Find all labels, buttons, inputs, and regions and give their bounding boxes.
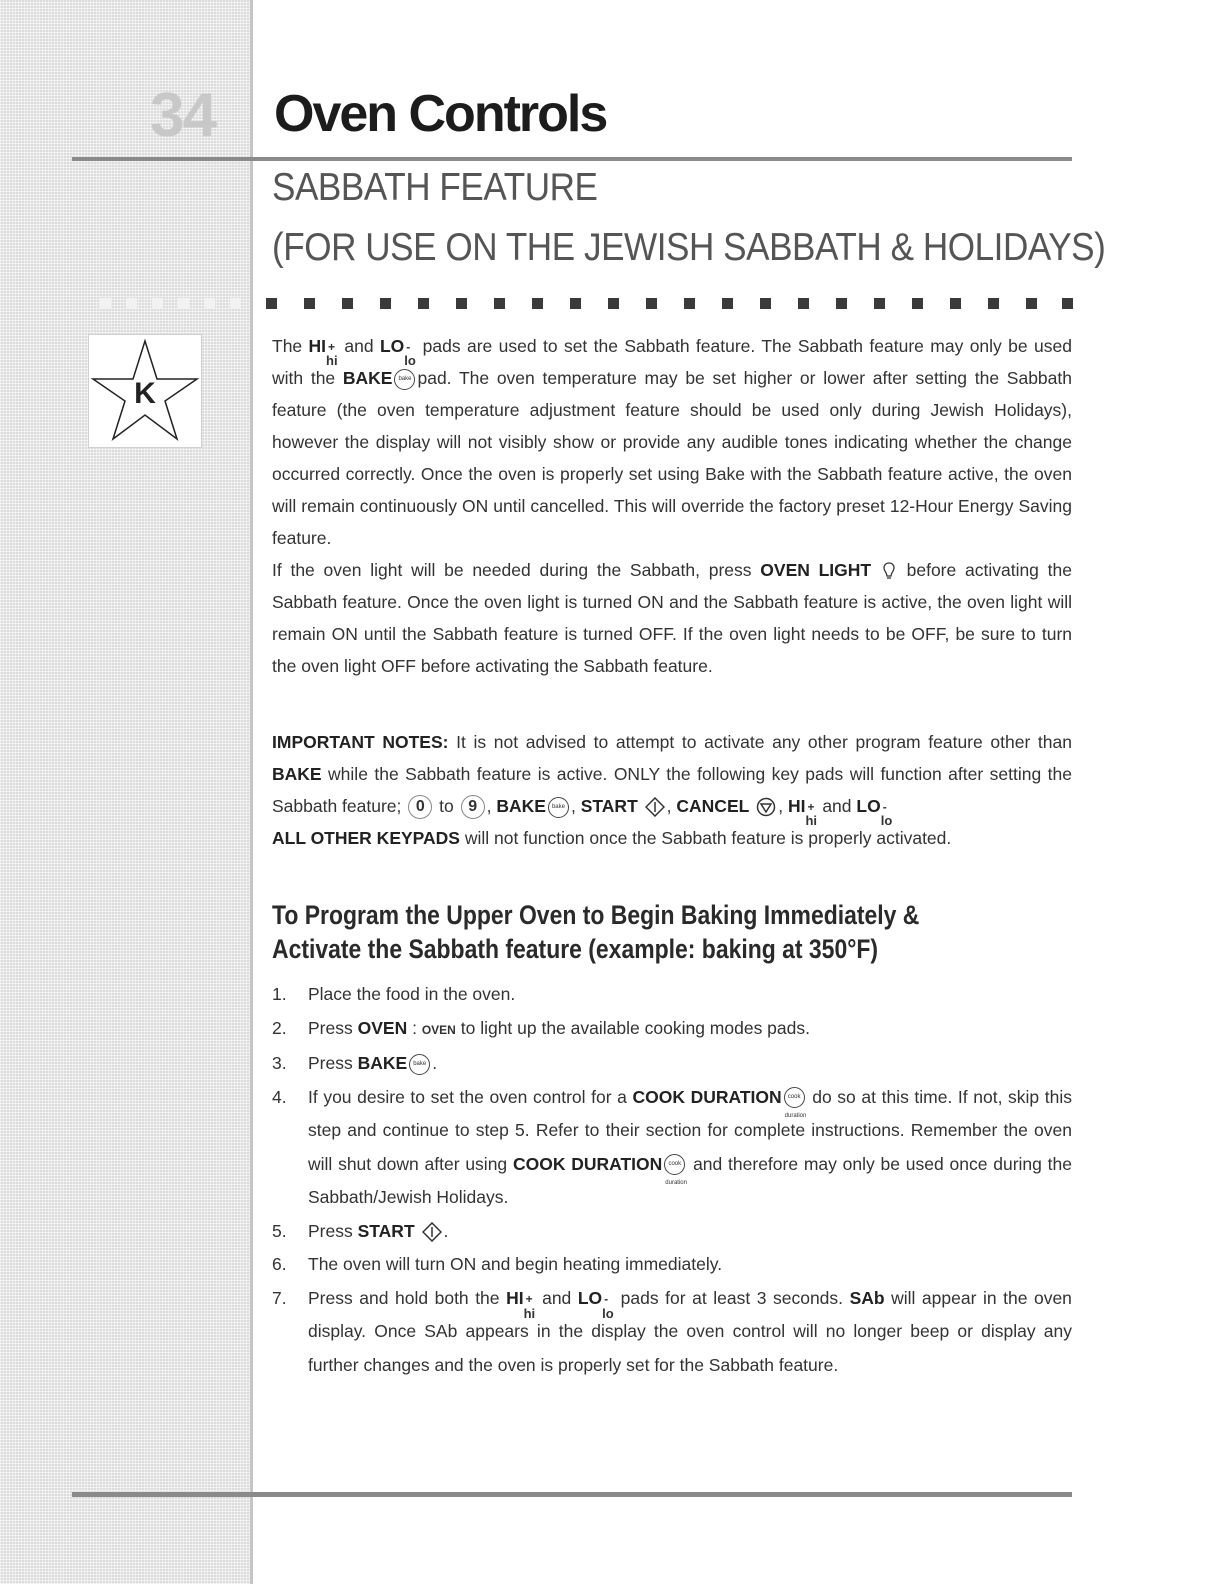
hi-pad-icon: + hi: [523, 1291, 536, 1321]
start-icon: [422, 1222, 442, 1242]
list-item: 3. Press BAKE bake .: [272, 1053, 438, 1073]
bake-pad-icon: bake: [409, 1054, 430, 1075]
bake-pad-icon: bake: [394, 369, 415, 390]
sidebar-edge: [250, 0, 253, 1584]
list-item: 2. Press OVEN : OVEN to light up the available cooking modes pads.: [272, 1017, 810, 1038]
intro-paragraph-2: If the oven light will be needed during the Sabbath, press OVEN LIGHT before activating the Sabbath feature. Once the oven light is turned ON and the Sabbath feature is active, the oven light will remain ON until the Sabbath feature is turned OFF. If the oven light needs to be OFF, be sure to turn the oven light OFF before activating the Sabbath feature.: [272, 560, 1072, 676]
program-steps: [272, 978, 1072, 1382]
list-item: 5. Press START .: [272, 1220, 449, 1241]
list-item: 7. Press and hold both the HI + hi and LO - lo pads for at least 3 seconds. SAb will appear in the oven display. Once SAb appears in the display the oven control will no longer beep or display any further changes and the oven is properly set for the Sabbath feature.: [272, 1287, 1072, 1375]
lo-pad-icon: - lo: [880, 800, 893, 829]
intro-text: [272, 330, 1072, 682]
list-item: 1. Place the food in the oven.: [272, 984, 516, 1004]
cook-duration-pad-icon: cook duration: [664, 1154, 685, 1175]
lo-pad-icon: - lo: [404, 340, 416, 369]
bake-pad-icon: bake: [548, 797, 569, 818]
list-item: 4. If you desire to set the oven control for a COOK DURATION cook duration do so at this time. If not, skip this step and continue to step 5. Refer to their section for complete instructions. Remember the oven will shut down after using COOK DURATION cook duration and therefore may only be used once during the Sabbath/Jewish Holidays.: [272, 1086, 1072, 1207]
star-icon: [89, 335, 201, 447]
start-icon: [645, 797, 665, 817]
hi-pad-icon: + hi: [805, 800, 817, 829]
page-number: 34: [150, 81, 215, 150]
badge-letter: K: [134, 377, 156, 410]
cook-duration-pad-icon: cook duration: [784, 1087, 805, 1108]
light-bulb-icon: [882, 561, 896, 581]
sidebar-texture: [0, 0, 252, 1584]
program-heading: To Program the Upper Oven to Begin Baking Immediately & Activate the Sabbath feature (example: baking at 350°F): [272, 900, 920, 964]
header-rule: [72, 157, 1072, 161]
pad-0-icon: 0: [408, 795, 432, 819]
pad-9-icon: 9: [461, 795, 485, 819]
cancel-icon: [756, 797, 776, 817]
page-title: Oven Controls: [274, 85, 607, 143]
footer-rule: [72, 1492, 1072, 1497]
hi-pad-icon: + hi: [326, 340, 338, 369]
intro-paragraph-1: The HI + hi and LO - lo pads are used to set the Sabbath feature. The Sabbath feature may only be used with the BAKE bake pad. The oven temperature may be set higher or lower after setting the Sabbath feature (the oven temperature adjustment feature should be used only during Jewish Holidays), however the display will not visibly show or provide any audible tones indicating whether the change occurred correctly. Once the oven is properly set using Bake with the Sabbath feature active, the oven will remain continuously ON until cancelled. This will override the factory preset 12-Hour Energy Saving feature.: [272, 336, 1072, 548]
list-item: 6. The oven will turn ON and begin heating immediately.: [272, 1254, 723, 1274]
section-title: SABBATH FEATURE: [272, 166, 598, 209]
section-subtitle: (FOR USE ON THE JEWISH SABBATH & HOLIDAYS): [272, 226, 1106, 269]
dotted-divider: [100, 298, 1072, 310]
important-notes: IMPORTANT NOTES: It is not advised to attempt to activate any other program feature other than BAKE while the Sabbath feature is active. ONLY the following key pads will function after setting the Sabbath feature; 0 to 9 , BAKE bake , START , CANCEL , HI + hi and LO - lo ALL OTHER KEYPADS will not function once the Sabbath feature is properly activated.: [272, 732, 1072, 848]
lo-pad-icon: - lo: [602, 1291, 614, 1321]
kosher-star-badge: [88, 334, 202, 448]
